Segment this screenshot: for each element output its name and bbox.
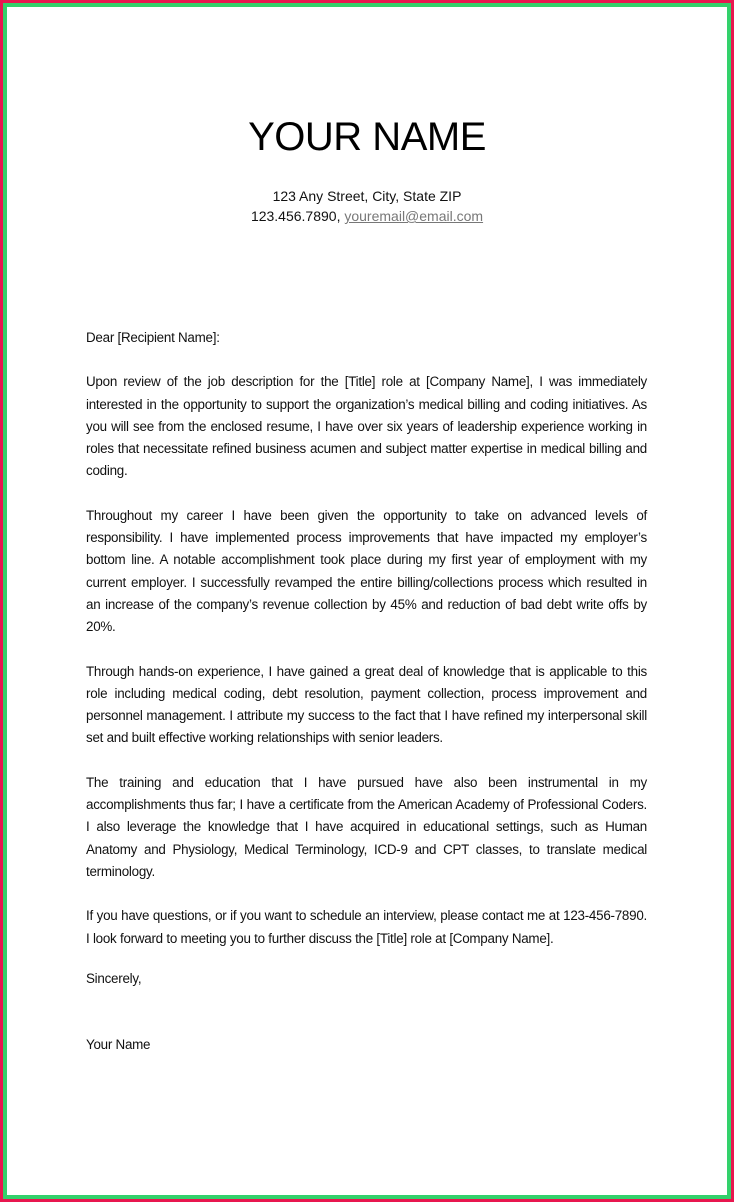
body-paragraph-1: Upon review of the job description for the [Title] role at [Company Name], I was immediately interested in the opportunity to support the organization’s medical billing and coding initiatives. As you will see from the enclosed resume, I have over six years of leadership experience working in roles that necessitate refined business acumen and subject matter expertise in medical billing and coding. xyxy=(86,374,647,479)
body-paragraph-2: Throughout my career I have been given the opportunity to take on advanced levels of responsibility. I have implemented process improvements that have impacted my employer’s bottom line. A notable accomplishment took place during my first year of employment with my current employer. I successfully revamped the entire billing/collections process which resulted in an increase of the company’s revenue collection by 45% and reduction of bad debt write offs by 20%. xyxy=(86,507,647,635)
sender-phone-email-line xyxy=(7,206,727,226)
letter-page xyxy=(7,7,727,1195)
sender-phone: 123.456.7890, xyxy=(250,208,341,224)
sender-email-link[interactable]: youremail@email.com xyxy=(344,208,484,224)
closing: Sincerely, xyxy=(86,971,142,986)
signature-name: Your Name xyxy=(86,1037,151,1052)
body-paragraph-3: Through hands-on experience, I have gained a great deal of knowledge that is applicable to this role including medical coding, debt resolution, payment collection, process improvement and personnel management. I attribute my success to the fact that I have refined my interpersonal skill set and built effective working relationships with senior leaders. xyxy=(86,663,647,746)
salutation: Dear [Recipient Name]: xyxy=(86,330,220,345)
sender-name: YOUR NAME xyxy=(248,115,486,159)
body-paragraph-5: If you have questions, or if you want to schedule an interview, please contact me at 123-456-7890. I look forward to meeting you to further discuss the [Title] role at [Company Name]. xyxy=(86,908,647,946)
letter-body xyxy=(86,327,647,972)
body-paragraph-4: The training and education that I have pursued have also been instrumental in my accomplishments thus far; I have a certificate from the American Academy of Professional Coders. I also leverage the knowledge that I have acquired in educational settings, such as Human Anatomy and Physiology, Medical Terminology, ICD-9 and CPT classes, to translate medical terminology. xyxy=(86,774,647,879)
sender-contact-block xyxy=(7,186,727,226)
sender-address: 123 Any Street, City, State ZIP xyxy=(272,188,462,204)
